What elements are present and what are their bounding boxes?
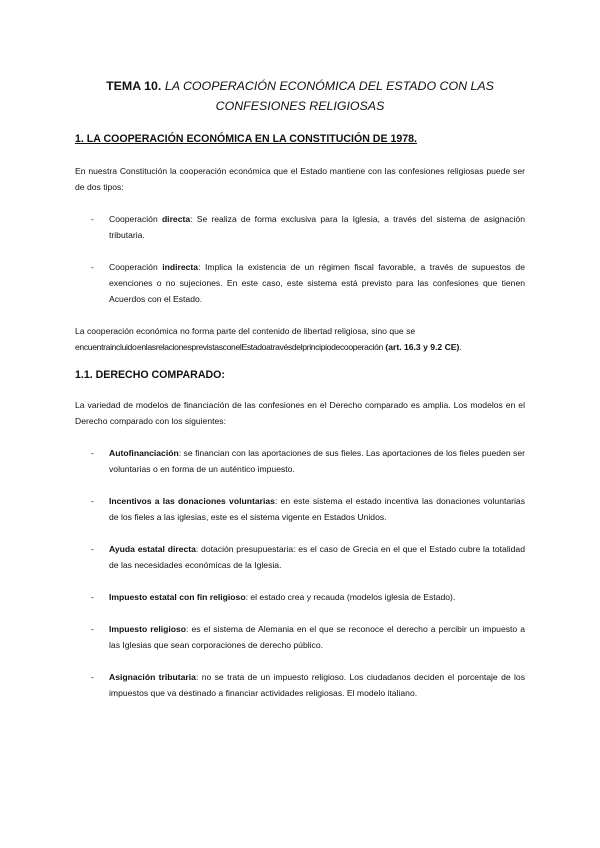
cooperation-types-list (75, 211, 525, 307)
title-number: TEMA 10. (106, 79, 162, 93)
list-item: - Autofinanciación: se financian con las aportaciones de sus fieles. Las aportaciones de los fieles pueden ser voluntarias o en forma de un auténtico impuesto. (75, 445, 525, 477)
section-1-1-intro: La variedad de modelos de financiación de las confesiones en el Derecho comparado es amplia. Los modelos en el Derecho comparado con los siguientes: (75, 400, 525, 426)
section-1-1-heading: 1.1. DERECHO COMPARADO: (75, 369, 225, 381)
list-item: - Impuesto religioso: es el sistema de Alemania en el que se reconoce el derecho a percibir un impuesto a las Iglesias que sean corporaciones de derecho público. (75, 621, 525, 653)
section-1-intro: En nuestra Constitución la cooperación económica que el Estado mantiene con las confesiones religiosas puede ser de dos tipos: (75, 166, 525, 192)
page-title (75, 0, 525, 116)
title-text: LA COOPERACIÓN ECONÓMICA DEL ESTADO CON LAS CONFESIONES RELIGIOSAS (164, 79, 494, 113)
dash-bullet: - (91, 262, 94, 272)
dash-bullet: - (91, 214, 94, 224)
list-item: - Incentivos a las donaciones voluntarias: en este sistema el estado incentiva las donaciones voluntarias de los fieles a las iglesias, este es el sistema vigente en Estados Unidos. (75, 493, 525, 525)
dash-bullet: - (91, 624, 94, 634)
list-item: - Impuesto estatal con fin religioso: el estado crea y recauda (modelos iglesia de Estado). (75, 589, 525, 605)
dash-bullet: - (91, 544, 94, 554)
dash-bullet: - (91, 672, 94, 682)
list-item: - Cooperación directa: Se realiza de forma exclusiva para la Iglesia, a través del sistema de asignación tributaria. (75, 211, 525, 243)
section-1-closing: La cooperación económica no forma parte del contenido de libertad religiosa, sino que se encuentraincluido enlasrelacionesprevistasconelEstadoatravésdelprincipiodecooperación (art. 16.3 y 9.2 CE). (75, 326, 462, 352)
list-item: - Cooperación indirecta: Implica la existencia de un régimen fiscal favorable, a través de supuestos de exenciones o no sujeciones. En este caso, este sistema está previsto para las confesiones que tienen Acuerdos con el Estado. (75, 259, 525, 307)
list-item: - Asignación tributaria: no se trata de un impuesto religioso. Los ciudadanos deciden el porcentaje de los impuestos que va destinado a financiar actividades religiosas. El modelo italiano. (75, 669, 525, 701)
financing-models-list (75, 445, 525, 701)
list-item: - Ayuda estatal directa: dotación presupuestaria: es el caso de Grecia en el que el Estado cubre la totalidad de las necesidades económicas de la Iglesia. (75, 541, 525, 573)
dash-bullet: - (91, 448, 94, 458)
section-1-heading: 1. LA COOPERACIÓN ECONÓMICA EN LA CONSTITUCIÓN DE 1978. (75, 133, 417, 145)
dash-bullet: - (91, 592, 94, 602)
dash-bullet: - (91, 496, 94, 506)
